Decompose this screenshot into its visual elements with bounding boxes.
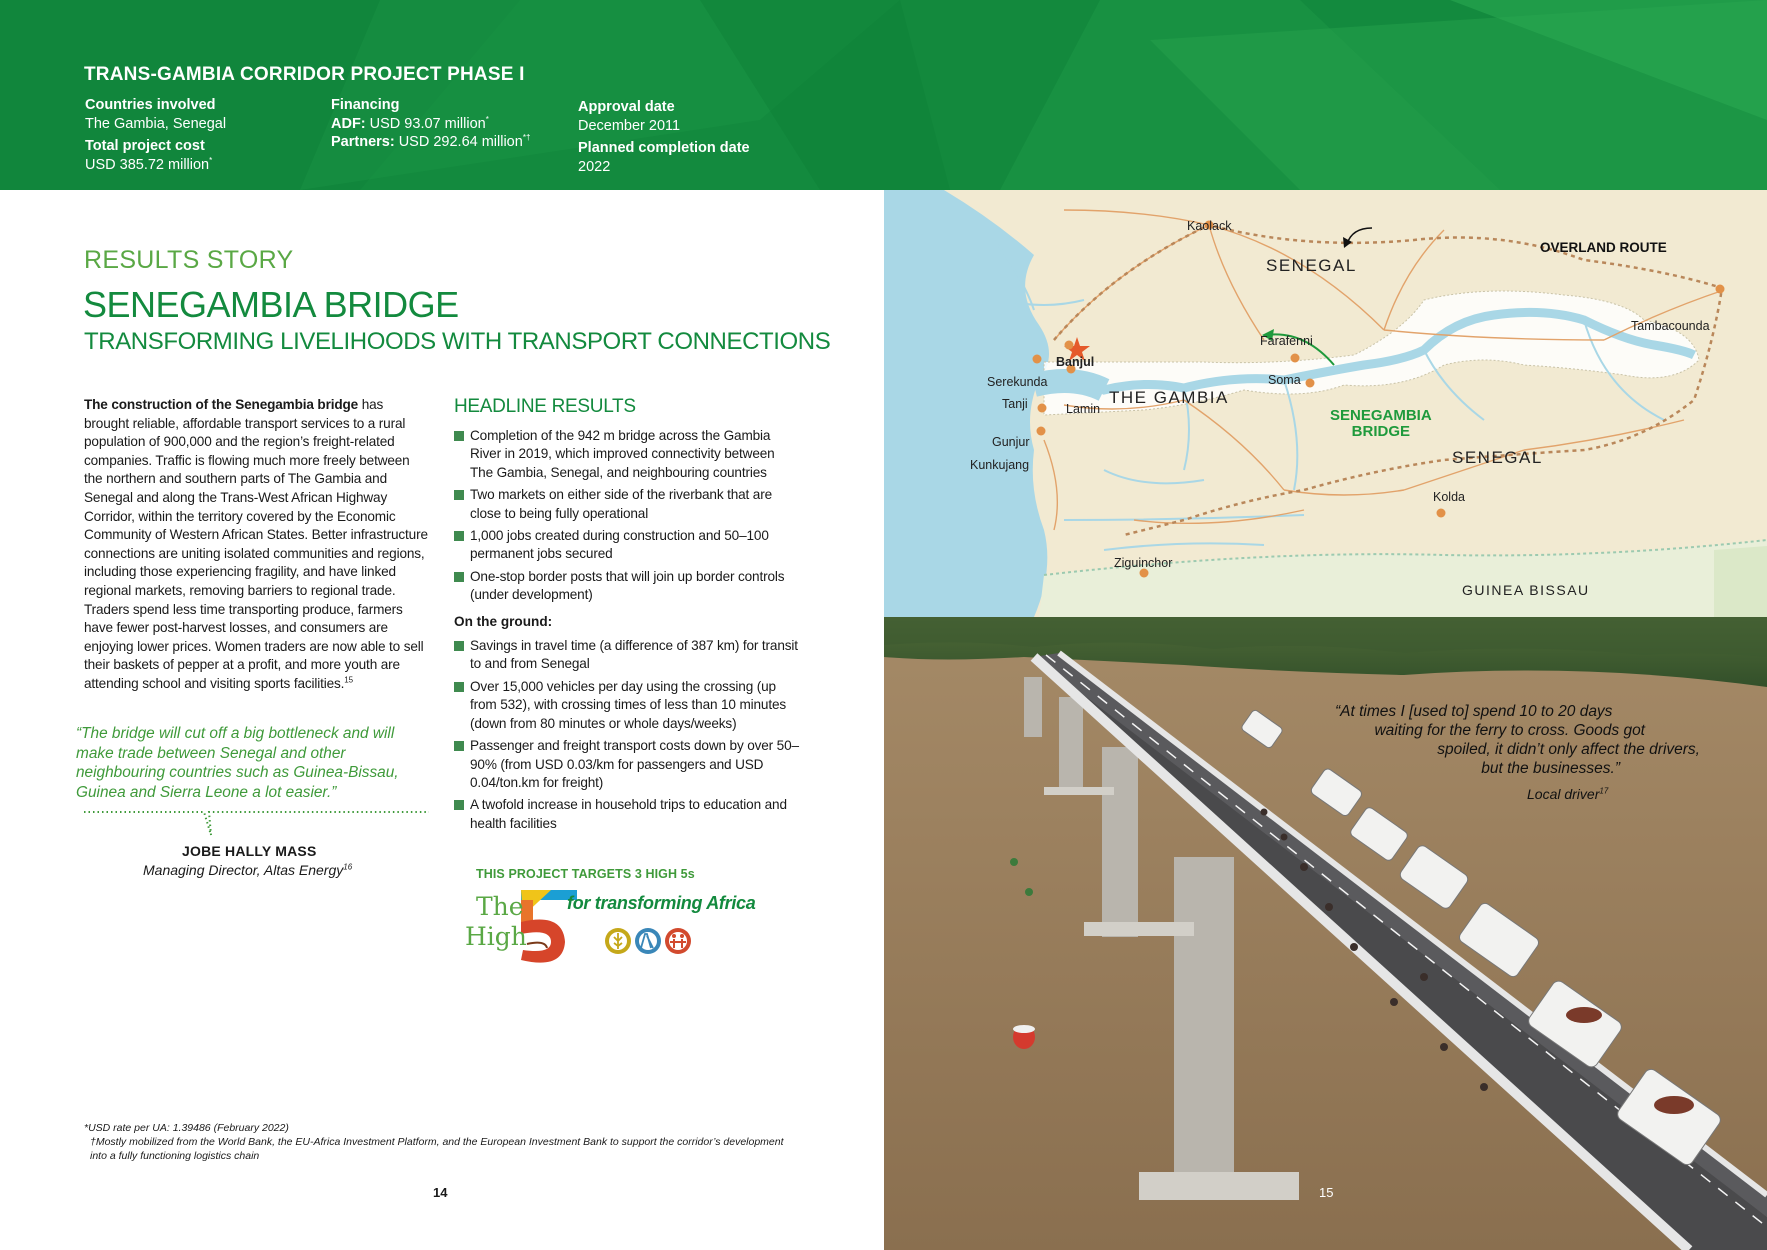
quote-author-name: JOBE HALLY MASS	[182, 843, 317, 859]
corridor-map	[884, 190, 1767, 617]
quote-pointer-rule	[84, 805, 429, 845]
list-item: Over 15,000 vehicles per day using the crossing (up from 532), with crossing times of less than 10 minutes (down from 80 minutes or whole days/weeks)	[454, 678, 799, 733]
town-ziguinchor: Ziguinchor	[1114, 556, 1173, 570]
countries-label: Countries involved	[85, 97, 216, 113]
header-col-dates	[578, 98, 750, 176]
senegambia-bridge-label: SENEGAMBIA BRIDGE	[1330, 407, 1432, 440]
headline-results-heading: HEADLINE RESULTS	[454, 396, 636, 417]
adf-mark: *	[485, 114, 489, 124]
partners-value: USD 292.64 million	[394, 134, 523, 150]
country-guinea-bissau: GUINEA BISSAU	[1462, 582, 1590, 598]
high5-targets-label: THIS PROJECT TARGETS 3 HIGH 5s	[476, 867, 695, 881]
list-item: 1,000 jobs created during construction and 50–100 permanent jobs secured	[454, 527, 799, 564]
partners-mark: *†	[522, 133, 531, 143]
footnotes	[84, 1121, 784, 1163]
high5-feed-icon	[605, 928, 631, 954]
completion-label: Planned completion date	[578, 140, 750, 156]
total-cost-mark: *	[209, 155, 213, 165]
footnote-partners: †Mostly mobilized from the World Bank, the EU-Africa Investment Platform, and the European Investment Bank to support the corridor’s development into a fully functioning logistics chain	[90, 1136, 784, 1162]
town-kaolack: Kaolack	[1187, 219, 1232, 233]
driver-quote-attribution: Local driver$^{17}$	[1527, 786, 1609, 802]
adf-line	[331, 115, 530, 134]
town-tanji: Tanji	[1002, 397, 1028, 411]
header-col-financing	[331, 96, 530, 152]
overland-route-label: OVERLAND ROUTE	[1540, 240, 1667, 255]
footnote-usd-rate: *USD rate per UA: 1.39486 (February 2022)	[84, 1122, 289, 1134]
high5-quality-of-life-icon	[665, 928, 691, 954]
list-item: A twofold increase in household trips to education and health facilities	[454, 796, 799, 833]
story-body-lead: The construction of the Senegambia bridge	[84, 397, 359, 412]
story-body	[84, 396, 429, 694]
project-title: TRANS-GAMBIA CORRIDOR PROJECT PHASE I	[84, 64, 525, 85]
completion-value: 2022	[578, 158, 611, 175]
list-item: Passenger and freight transport costs down by over 50–90% (from USD 0.03/km for passengers and USD 0.04/ton.km for freight)	[454, 737, 799, 792]
partners-label: Partners:	[331, 134, 395, 150]
story-body-sup: 15	[344, 675, 353, 685]
header-col-countries	[85, 96, 226, 174]
partners-line	[331, 133, 530, 152]
countries-value: The Gambia, Senegal	[85, 115, 227, 132]
high5-the: The	[476, 892, 524, 921]
page-subtitle: TRANSFORMING LIVELIHOODS WITH TRANSPORT CONNECTIONS	[84, 328, 831, 355]
high5-high: High	[465, 922, 527, 951]
quote-author-role: Managing Director, Altas Energy$^{16}$	[143, 862, 353, 878]
country-senegal-south: SENEGAL	[1452, 448, 1543, 467]
header-facets	[0, 0, 1767, 190]
town-lamin: Lamin	[1066, 402, 1101, 416]
town-serekunda: Serekunda	[987, 375, 1048, 389]
list-item: One-stop border posts that will join up border controls (under development)	[454, 568, 799, 605]
total-cost-line	[85, 156, 226, 175]
town-banjul: Banjul	[1056, 355, 1095, 369]
town-kunkujang: Kunkujang	[970, 458, 1030, 472]
total-cost-value: USD 385.72 million	[85, 156, 210, 173]
results-story-kicker: RESULTS STORY	[84, 246, 294, 274]
financing-label: Financing	[331, 97, 400, 113]
page-number-right: 15	[1319, 1185, 1334, 1200]
pull-quote: “The bridge will cut off a big bottleneck and will make trade between Senegal and other neighbouring countries such as Guinea-Bissau, Guinea and Sierra Leone a lot easier.”	[76, 725, 399, 801]
adf-value: USD 93.07 million	[365, 115, 486, 132]
driver-quote: “At times I [used to] spend 10 to 20 days waiting for the ferry to cross. Goods got spoiled, it didn’t only affect the drivers, but the businesses.”	[1335, 703, 1700, 777]
adf-label: ADF:	[331, 115, 366, 132]
town-tambacounda: Tambacounda	[1631, 319, 1710, 333]
town-soma: Soma	[1268, 373, 1301, 387]
story-body-rest: has brought reliable, affordable transport services to a rural population of 900,000 and the region’s freight-related companies. Traffic is flowing much more freely between the northern and southern parts of The Gambia and Senegal and along the Trans-West African Highway Corridor, within the territory covered by the Economic Community of Western African States. Better infrastructure connections are uniting isolated communities and regions, including those experiencing fragility, and have linked regional markets, removing barriers to regional trade. Traders spend less time transporting produce, farmers have fewer post-harvest losses, and consumers are enjoying lower prices. Women traders are now able to sell their baskets of pepper at a profit, and more youth are attending school and visiting sports facilities.	[84, 397, 428, 691]
list-item: Savings in travel time (a difference of 387 km) for transit to and from Senegal	[454, 637, 799, 674]
page-title: SENEGAMBIA BRIDGE	[83, 284, 459, 325]
approval-label: Approval date	[578, 99, 675, 115]
town-farafenni: Farafenni	[1260, 334, 1313, 348]
list-item: Completion of the 942 m bridge across the Gambia River in 2019, which improved connectivity between The Gambia, Senegal, and neighbouring countries	[454, 427, 799, 482]
page-number-left: 14	[433, 1185, 448, 1200]
town-gunjur: Gunjur	[992, 435, 1030, 449]
high5-tagline: for transforming Africa	[567, 893, 756, 913]
list-item: Two markets on either side of the riverbank that are close to being fully operational	[454, 486, 799, 523]
on-the-ground-label: On the ground:	[454, 613, 553, 629]
country-gambia: THE GAMBIA	[1109, 388, 1229, 407]
headline-results-list	[454, 427, 799, 837]
high5-industrialize-icon	[635, 928, 661, 954]
town-kolda: Kolda	[1433, 490, 1465, 504]
country-senegal-north: SENEGAL	[1266, 256, 1357, 275]
total-cost-label: Total project cost	[85, 138, 205, 154]
header-band	[0, 0, 1767, 190]
approval-value: December 2011	[578, 117, 681, 134]
